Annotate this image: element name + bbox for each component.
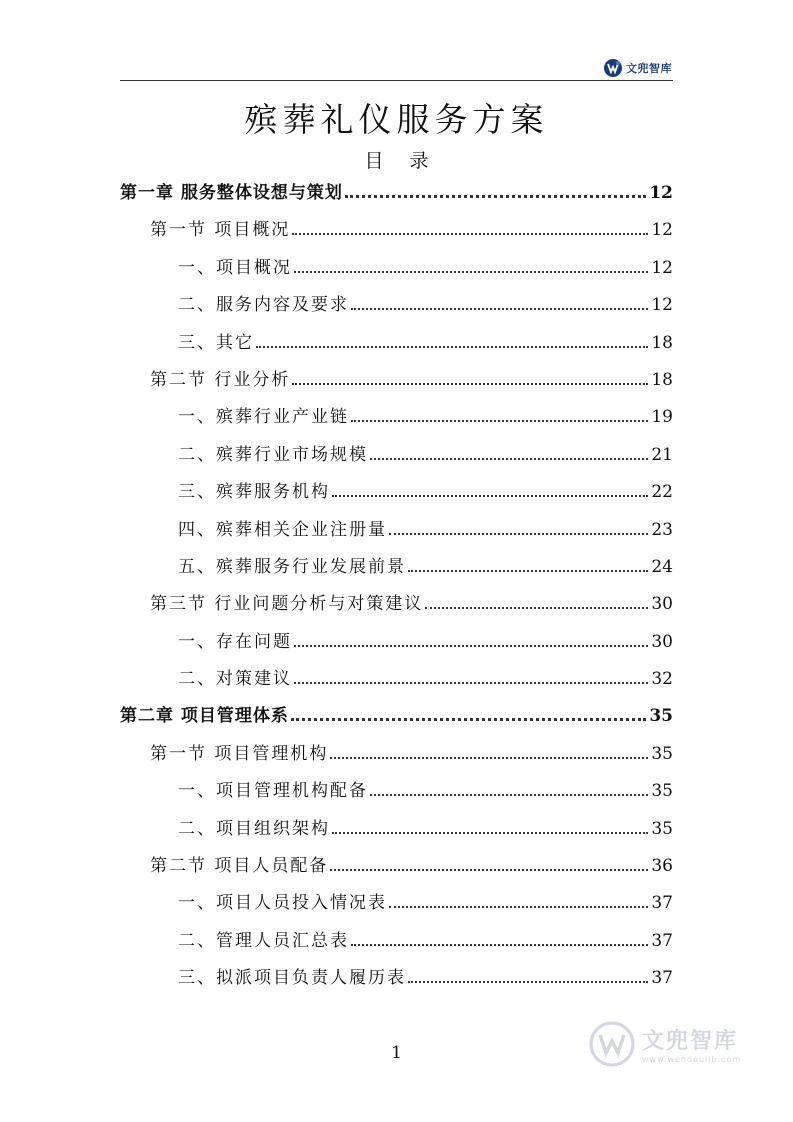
toc-leader-dots bbox=[292, 383, 648, 385]
toc-entry[interactable] bbox=[120, 624, 673, 661]
watermark bbox=[588, 1020, 741, 1068]
toc-entry[interactable] bbox=[120, 325, 673, 362]
toc-leader-dots bbox=[425, 607, 648, 609]
toc-leader-dots bbox=[330, 869, 648, 871]
toc-entry[interactable] bbox=[120, 175, 673, 212]
toc-entry[interactable] bbox=[120, 960, 673, 997]
toc-entry-label: 第二节 行业分析 bbox=[150, 369, 291, 390]
toc-entry-label: 三、其它 bbox=[178, 332, 254, 353]
toc-entry-label: 五、殡葬服务行业发展前景 bbox=[178, 556, 406, 577]
header-divider bbox=[120, 80, 673, 81]
toc-entry-page: 21 bbox=[651, 444, 673, 465]
toc-leader-dots bbox=[351, 420, 648, 422]
toc-entry-page: 32 bbox=[651, 669, 673, 690]
toc-entry-label: 第一节 项目概况 bbox=[150, 220, 291, 241]
toc-entry-page: 35 bbox=[649, 706, 673, 727]
toc-entry-label: 三、殡葬服务机构 bbox=[178, 482, 330, 503]
toc-entry-page: 37 bbox=[651, 893, 673, 914]
toc-entry[interactable] bbox=[120, 212, 673, 249]
toc-entry-label: 二、管理人员汇总表 bbox=[178, 930, 349, 951]
toc-entry-label: 一、存在问题 bbox=[178, 631, 292, 652]
toc-entry-page: 18 bbox=[651, 332, 673, 353]
page-number: 1 bbox=[391, 1043, 402, 1063]
toc-leader-dots bbox=[332, 832, 648, 834]
toc-leader-dots bbox=[292, 233, 648, 235]
logo-text: 文兜智库 bbox=[626, 62, 672, 75]
document-title: 殡葬礼仪服务方案 bbox=[244, 100, 549, 139]
watermark-url: www.wendoulib.com bbox=[642, 1055, 742, 1064]
toc-entry[interactable] bbox=[120, 287, 673, 324]
toc-leader-dots bbox=[351, 944, 648, 946]
toc-entry-page: 35 bbox=[651, 781, 673, 802]
toc-entry[interactable] bbox=[120, 586, 673, 623]
toc-entry-page: 12 bbox=[651, 220, 673, 241]
toc-leader-dots bbox=[389, 906, 648, 908]
toc-entry[interactable] bbox=[120, 512, 673, 549]
header-logo bbox=[603, 58, 672, 78]
toc-leader-dots bbox=[294, 645, 648, 647]
toc-entry[interactable] bbox=[120, 399, 673, 436]
toc-entry-label: 二、服务内容及要求 bbox=[178, 295, 349, 316]
toc-leader-dots bbox=[351, 308, 648, 310]
toc-entry-page: 30 bbox=[651, 631, 673, 652]
toc-leader-dots bbox=[332, 495, 648, 497]
toc-entry-label: 一、殡葬行业产业链 bbox=[178, 407, 349, 428]
toc-entry[interactable] bbox=[120, 661, 673, 698]
toc-entry-page: 37 bbox=[651, 968, 673, 989]
logo-icon bbox=[603, 58, 623, 78]
toc-entry-label: 二、项目组织架构 bbox=[178, 818, 330, 839]
watermark-logo-icon bbox=[588, 1020, 636, 1068]
toc-entry[interactable] bbox=[120, 362, 673, 399]
toc-entry-label: 第一章 服务整体设想与策划 bbox=[120, 183, 343, 203]
toc-entry[interactable] bbox=[120, 549, 673, 586]
toc-entry-page: 37 bbox=[651, 930, 673, 951]
toc-entry[interactable] bbox=[120, 773, 673, 810]
toc-entry[interactable] bbox=[120, 437, 673, 474]
toc-entry[interactable] bbox=[120, 885, 673, 922]
toc-entry[interactable] bbox=[120, 811, 673, 848]
toc-entry-page: 35 bbox=[651, 743, 673, 764]
toc-entry-label: 第一节 项目管理机构 bbox=[150, 743, 329, 764]
toc-entry-page: 18 bbox=[651, 369, 673, 390]
toc-entry-page: 22 bbox=[651, 482, 673, 503]
toc-leader-dots bbox=[294, 271, 648, 273]
toc-leader-dots bbox=[291, 718, 646, 721]
toc-entry-label: 二、殡葬行业市场规模 bbox=[178, 444, 368, 465]
toc-entry[interactable] bbox=[120, 698, 673, 735]
toc-entry-page: 24 bbox=[651, 556, 673, 577]
toc-entry[interactable] bbox=[120, 736, 673, 773]
toc-leader-dots bbox=[345, 195, 646, 198]
toc-heading: 目 录 bbox=[364, 150, 439, 172]
toc-leader-dots bbox=[294, 682, 648, 684]
toc-entry-page: 35 bbox=[651, 818, 673, 839]
toc-entry-label: 四、殡葬相关企业注册量 bbox=[178, 519, 387, 540]
toc-entry-label: 二、对策建议 bbox=[178, 669, 292, 690]
toc-entry-label: 一、项目概况 bbox=[178, 257, 292, 278]
toc-entry[interactable] bbox=[120, 923, 673, 960]
toc-entry-label: 第二章 项目管理体系 bbox=[120, 706, 289, 727]
toc-entry-page: 12 bbox=[649, 183, 673, 203]
toc-leader-dots bbox=[370, 458, 648, 460]
toc-entry[interactable] bbox=[120, 848, 673, 885]
toc-leader-dots bbox=[408, 981, 648, 983]
toc-entry[interactable] bbox=[120, 250, 673, 287]
toc-leader-dots bbox=[408, 570, 648, 572]
toc-entry-page: 19 bbox=[651, 407, 673, 428]
toc-entry-page: 12 bbox=[651, 295, 673, 316]
toc-leader-dots bbox=[370, 794, 648, 796]
toc-entry-page: 23 bbox=[651, 519, 673, 540]
toc-entry[interactable] bbox=[120, 474, 673, 511]
toc-entry-page: 12 bbox=[651, 257, 673, 278]
toc-leader-dots bbox=[389, 533, 648, 535]
toc-entry-label: 一、项目管理机构配备 bbox=[178, 781, 368, 802]
toc-entry-label: 第三节 行业问题分析与对策建议 bbox=[150, 594, 424, 615]
table-of-contents bbox=[120, 175, 673, 998]
toc-entry-label: 一、项目人员投入情况表 bbox=[178, 893, 387, 914]
toc-entry-label: 三、拟派项目负责人履历表 bbox=[178, 968, 406, 989]
watermark-name: 文兜智库 bbox=[642, 1029, 739, 1054]
toc-entry-page: 30 bbox=[651, 594, 673, 615]
toc-entry-page: 36 bbox=[651, 856, 673, 877]
toc-entry-label: 第二节 项目人员配备 bbox=[150, 856, 329, 877]
toc-leader-dots bbox=[330, 757, 648, 759]
toc-leader-dots bbox=[256, 346, 648, 348]
